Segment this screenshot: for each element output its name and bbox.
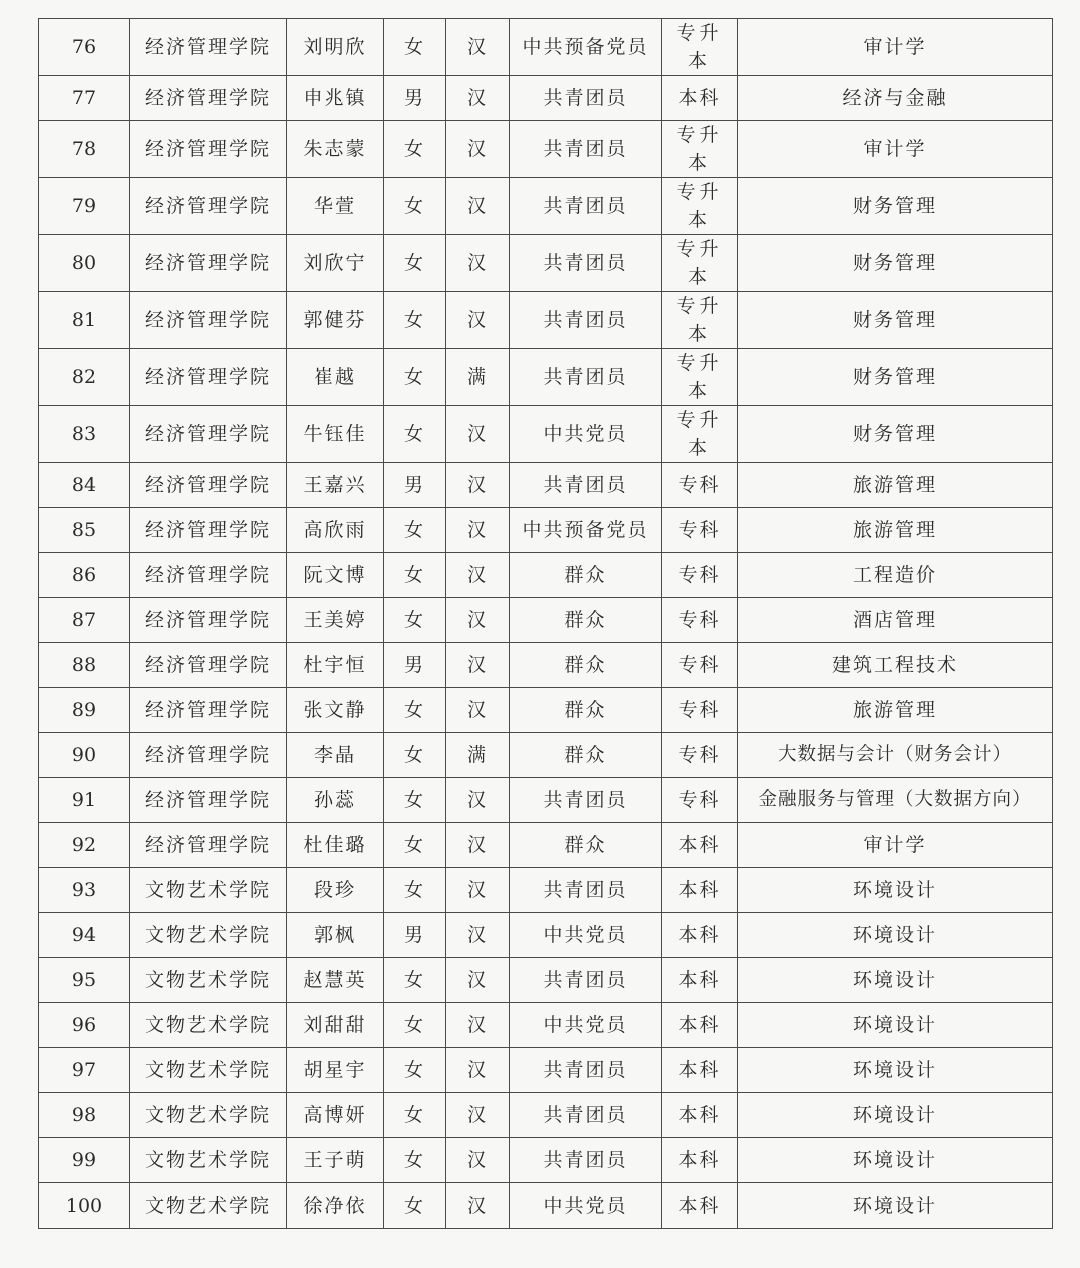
political-status-cell: 共青团员 — [510, 235, 662, 292]
political-status-cell: 共青团员 — [510, 958, 662, 1003]
student-name-cell: 刘甜甜 — [287, 1003, 384, 1048]
ethnicity-cell: 满 — [446, 349, 510, 406]
table-row — [39, 406, 1053, 463]
row-number: 77 — [39, 76, 130, 121]
major-cell: 环境设计 — [738, 1183, 1053, 1229]
table-row — [39, 958, 1053, 1003]
gender-cell: 女 — [384, 778, 446, 823]
ethnicity-cell: 汉 — [446, 1183, 510, 1229]
political-status-cell: 共青团员 — [510, 1048, 662, 1093]
table-row — [39, 1183, 1053, 1229]
college-cell: 经济管理学院 — [130, 406, 287, 463]
college-cell: 经济管理学院 — [130, 292, 287, 349]
college-cell: 经济管理学院 — [130, 463, 287, 508]
ethnicity-cell: 汉 — [446, 178, 510, 235]
major-cell: 财务管理 — [738, 349, 1053, 406]
gender-cell: 女 — [384, 235, 446, 292]
major-cell: 环境设计 — [738, 868, 1053, 913]
college-cell: 经济管理学院 — [130, 76, 287, 121]
student-name-cell: 刘明欣 — [287, 19, 384, 76]
major-cell: 环境设计 — [738, 958, 1053, 1003]
political-status-cell: 共青团员 — [510, 868, 662, 913]
education-level-cell: 专科 — [662, 463, 738, 508]
ethnicity-cell: 汉 — [446, 76, 510, 121]
student-name-cell: 郭健芬 — [287, 292, 384, 349]
education-level-cell: 本科 — [662, 1093, 738, 1138]
row-number: 80 — [39, 235, 130, 292]
major-cell: 金融服务与管理（大数据方向） — [738, 778, 1053, 823]
ethnicity-cell: 汉 — [446, 406, 510, 463]
ethnicity-cell: 汉 — [446, 958, 510, 1003]
row-number: 78 — [39, 121, 130, 178]
college-cell: 文物艺术学院 — [130, 1003, 287, 1048]
roster-sheet — [38, 18, 1052, 1229]
student-name-cell: 王子萌 — [287, 1138, 384, 1183]
table-row — [39, 553, 1053, 598]
education-level-cell: 专升本 — [662, 406, 738, 463]
student-name-cell: 阮文博 — [287, 553, 384, 598]
political-status-cell: 群众 — [510, 553, 662, 598]
political-status-cell: 中共预备党员 — [510, 508, 662, 553]
row-number: 100 — [39, 1183, 130, 1229]
gender-cell: 女 — [384, 823, 446, 868]
education-level-cell: 本科 — [662, 1183, 738, 1229]
row-number: 92 — [39, 823, 130, 868]
student-name-cell: 李晶 — [287, 733, 384, 778]
ethnicity-cell: 汉 — [446, 463, 510, 508]
political-status-cell: 群众 — [510, 688, 662, 733]
political-status-cell: 群众 — [510, 643, 662, 688]
political-status-cell: 中共党员 — [510, 406, 662, 463]
major-cell: 建筑工程技术 — [738, 643, 1053, 688]
row-number: 84 — [39, 463, 130, 508]
political-status-cell: 中共党员 — [510, 913, 662, 958]
major-cell: 审计学 — [738, 19, 1053, 76]
ethnicity-cell: 汉 — [446, 292, 510, 349]
student-name-cell: 高博妍 — [287, 1093, 384, 1138]
education-level-cell: 本科 — [662, 1138, 738, 1183]
ethnicity-cell: 满 — [446, 733, 510, 778]
student-name-cell: 张文静 — [287, 688, 384, 733]
political-status-cell: 共青团员 — [510, 1138, 662, 1183]
gender-cell: 女 — [384, 19, 446, 76]
ethnicity-cell: 汉 — [446, 778, 510, 823]
major-cell: 财务管理 — [738, 406, 1053, 463]
student-name-cell: 杜佳璐 — [287, 823, 384, 868]
education-level-cell: 专升本 — [662, 178, 738, 235]
major-cell: 环境设计 — [738, 1003, 1053, 1048]
ethnicity-cell: 汉 — [446, 1003, 510, 1048]
row-number: 83 — [39, 406, 130, 463]
ethnicity-cell: 汉 — [446, 688, 510, 733]
political-status-cell: 群众 — [510, 598, 662, 643]
major-cell: 大数据与会计（财务会计） — [738, 733, 1053, 778]
college-cell: 文物艺术学院 — [130, 1093, 287, 1138]
row-number: 89 — [39, 688, 130, 733]
college-cell: 经济管理学院 — [130, 823, 287, 868]
ethnicity-cell: 汉 — [446, 868, 510, 913]
student-name-cell: 崔越 — [287, 349, 384, 406]
table-row — [39, 463, 1053, 508]
row-number: 82 — [39, 349, 130, 406]
political-status-cell: 共青团员 — [510, 292, 662, 349]
college-cell: 文物艺术学院 — [130, 913, 287, 958]
row-number: 88 — [39, 643, 130, 688]
college-cell: 经济管理学院 — [130, 121, 287, 178]
table-row — [39, 643, 1053, 688]
table-row — [39, 778, 1053, 823]
ethnicity-cell: 汉 — [446, 643, 510, 688]
ethnicity-cell: 汉 — [446, 823, 510, 868]
gender-cell: 女 — [384, 1093, 446, 1138]
row-number: 81 — [39, 292, 130, 349]
political-status-cell: 中共预备党员 — [510, 19, 662, 76]
college-cell: 经济管理学院 — [130, 508, 287, 553]
ethnicity-cell: 汉 — [446, 913, 510, 958]
row-number: 85 — [39, 508, 130, 553]
gender-cell: 女 — [384, 868, 446, 913]
gender-cell: 女 — [384, 733, 446, 778]
college-cell: 经济管理学院 — [130, 688, 287, 733]
education-level-cell: 专升本 — [662, 292, 738, 349]
table-row — [39, 121, 1053, 178]
college-cell: 经济管理学院 — [130, 643, 287, 688]
major-cell: 酒店管理 — [738, 598, 1053, 643]
gender-cell: 女 — [384, 958, 446, 1003]
row-number: 99 — [39, 1138, 130, 1183]
table-row — [39, 823, 1053, 868]
table-row — [39, 1093, 1053, 1138]
gender-cell: 男 — [384, 643, 446, 688]
major-cell: 环境设计 — [738, 1093, 1053, 1138]
gender-cell: 男 — [384, 76, 446, 121]
college-cell: 经济管理学院 — [130, 178, 287, 235]
education-level-cell: 专升本 — [662, 121, 738, 178]
gender-cell: 女 — [384, 1048, 446, 1093]
gender-cell: 女 — [384, 349, 446, 406]
table-row — [39, 733, 1053, 778]
political-status-cell: 中共党员 — [510, 1003, 662, 1048]
student-name-cell: 胡星宇 — [287, 1048, 384, 1093]
major-cell: 经济与金融 — [738, 76, 1053, 121]
major-cell: 环境设计 — [738, 1048, 1053, 1093]
education-level-cell: 专科 — [662, 508, 738, 553]
ethnicity-cell: 汉 — [446, 235, 510, 292]
gender-cell: 女 — [384, 121, 446, 178]
gender-cell: 女 — [384, 553, 446, 598]
table-row — [39, 235, 1053, 292]
education-level-cell: 专升本 — [662, 235, 738, 292]
major-cell: 旅游管理 — [738, 508, 1053, 553]
major-cell: 财务管理 — [738, 292, 1053, 349]
ethnicity-cell: 汉 — [446, 508, 510, 553]
table-row — [39, 508, 1053, 553]
row-number: 95 — [39, 958, 130, 1003]
row-number: 94 — [39, 913, 130, 958]
student-name-cell: 郭枫 — [287, 913, 384, 958]
college-cell: 文物艺术学院 — [130, 1138, 287, 1183]
education-level-cell: 专科 — [662, 598, 738, 643]
student-name-cell: 朱志蒙 — [287, 121, 384, 178]
table-row — [39, 1048, 1053, 1093]
gender-cell: 男 — [384, 913, 446, 958]
student-name-cell: 刘欣宁 — [287, 235, 384, 292]
student-name-cell: 王嘉兴 — [287, 463, 384, 508]
row-number: 76 — [39, 19, 130, 76]
row-number: 91 — [39, 778, 130, 823]
political-status-cell: 共青团员 — [510, 778, 662, 823]
major-cell: 环境设计 — [738, 1138, 1053, 1183]
major-cell: 审计学 — [738, 823, 1053, 868]
student-roster-table — [38, 18, 1053, 1229]
student-name-cell: 华萱 — [287, 178, 384, 235]
student-name-cell: 杜宇恒 — [287, 643, 384, 688]
ethnicity-cell: 汉 — [446, 598, 510, 643]
gender-cell: 女 — [384, 508, 446, 553]
college-cell: 经济管理学院 — [130, 235, 287, 292]
political-status-cell: 共青团员 — [510, 121, 662, 178]
college-cell: 经济管理学院 — [130, 598, 287, 643]
gender-cell: 男 — [384, 463, 446, 508]
student-name-cell: 牛钰佳 — [287, 406, 384, 463]
education-level-cell: 专升本 — [662, 19, 738, 76]
table-row — [39, 76, 1053, 121]
table-row — [39, 598, 1053, 643]
row-number: 87 — [39, 598, 130, 643]
college-cell: 经济管理学院 — [130, 349, 287, 406]
table-row — [39, 292, 1053, 349]
education-level-cell: 本科 — [662, 1003, 738, 1048]
gender-cell: 女 — [384, 1003, 446, 1048]
major-cell: 环境设计 — [738, 913, 1053, 958]
table-row — [39, 913, 1053, 958]
education-level-cell: 专升本 — [662, 349, 738, 406]
table-row — [39, 1003, 1053, 1048]
college-cell: 文物艺术学院 — [130, 958, 287, 1003]
major-cell: 旅游管理 — [738, 463, 1053, 508]
student-name-cell: 申兆镇 — [287, 76, 384, 121]
ethnicity-cell: 汉 — [446, 1093, 510, 1138]
college-cell: 文物艺术学院 — [130, 868, 287, 913]
major-cell: 旅游管理 — [738, 688, 1053, 733]
row-number: 79 — [39, 178, 130, 235]
row-number: 93 — [39, 868, 130, 913]
row-number: 86 — [39, 553, 130, 598]
gender-cell: 女 — [384, 688, 446, 733]
political-status-cell: 共青团员 — [510, 1093, 662, 1138]
student-name-cell: 孙蕊 — [287, 778, 384, 823]
education-level-cell: 本科 — [662, 913, 738, 958]
table-row — [39, 688, 1053, 733]
table-row — [39, 1138, 1053, 1183]
major-cell: 财务管理 — [738, 178, 1053, 235]
major-cell: 审计学 — [738, 121, 1053, 178]
education-level-cell: 专科 — [662, 778, 738, 823]
gender-cell: 女 — [384, 598, 446, 643]
education-level-cell: 本科 — [662, 1048, 738, 1093]
gender-cell: 女 — [384, 178, 446, 235]
political-status-cell: 群众 — [510, 733, 662, 778]
political-status-cell: 群众 — [510, 823, 662, 868]
student-name-cell: 赵慧英 — [287, 958, 384, 1003]
student-name-cell: 王美婷 — [287, 598, 384, 643]
table-row — [39, 349, 1053, 406]
gender-cell: 女 — [384, 292, 446, 349]
college-cell: 经济管理学院 — [130, 19, 287, 76]
ethnicity-cell: 汉 — [446, 1138, 510, 1183]
education-level-cell: 本科 — [662, 76, 738, 121]
college-cell: 文物艺术学院 — [130, 1048, 287, 1093]
gender-cell: 女 — [384, 1138, 446, 1183]
college-cell: 经济管理学院 — [130, 733, 287, 778]
ethnicity-cell: 汉 — [446, 19, 510, 76]
table-row — [39, 178, 1053, 235]
student-name-cell: 高欣雨 — [287, 508, 384, 553]
political-status-cell: 共青团员 — [510, 76, 662, 121]
political-status-cell: 中共党员 — [510, 1183, 662, 1229]
ethnicity-cell: 汉 — [446, 1048, 510, 1093]
political-status-cell: 共青团员 — [510, 178, 662, 235]
student-name-cell: 段珍 — [287, 868, 384, 913]
education-level-cell: 专科 — [662, 553, 738, 598]
college-cell: 经济管理学院 — [130, 553, 287, 598]
gender-cell: 女 — [384, 406, 446, 463]
education-level-cell: 专科 — [662, 688, 738, 733]
major-cell: 财务管理 — [738, 235, 1053, 292]
political-status-cell: 共青团员 — [510, 463, 662, 508]
table-row — [39, 868, 1053, 913]
row-number: 90 — [39, 733, 130, 778]
row-number: 97 — [39, 1048, 130, 1093]
political-status-cell: 共青团员 — [510, 349, 662, 406]
student-name-cell: 徐净依 — [287, 1183, 384, 1229]
education-level-cell: 本科 — [662, 958, 738, 1003]
education-level-cell: 专科 — [662, 643, 738, 688]
gender-cell: 女 — [384, 1183, 446, 1229]
ethnicity-cell: 汉 — [446, 121, 510, 178]
education-level-cell: 本科 — [662, 823, 738, 868]
ethnicity-cell: 汉 — [446, 553, 510, 598]
table-row — [39, 19, 1053, 76]
college-cell: 文物艺术学院 — [130, 1183, 287, 1229]
roster-body — [39, 19, 1053, 1229]
education-level-cell: 本科 — [662, 868, 738, 913]
education-level-cell: 专科 — [662, 733, 738, 778]
major-cell: 工程造价 — [738, 553, 1053, 598]
row-number: 96 — [39, 1003, 130, 1048]
row-number: 98 — [39, 1093, 130, 1138]
college-cell: 经济管理学院 — [130, 778, 287, 823]
